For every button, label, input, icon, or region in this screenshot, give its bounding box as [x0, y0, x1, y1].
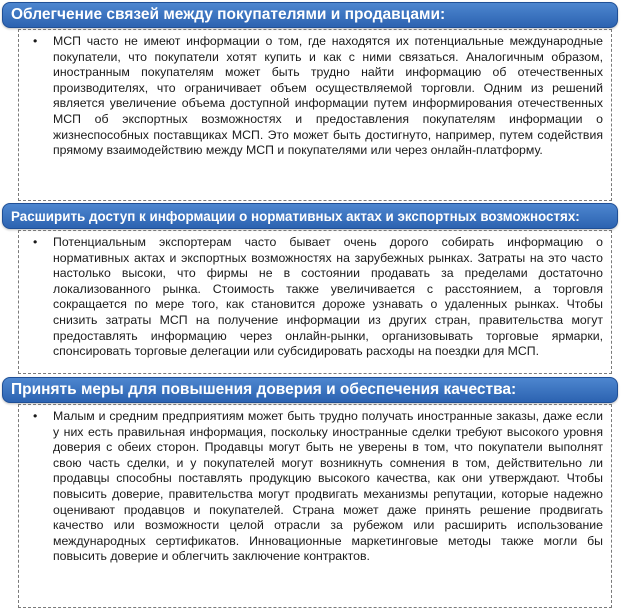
section-1-text: МСП часто не имеют информации о том, где находятся их потенциальные международные покупатели, что покупатели хотят купить и как с ними связаться. Аналогичным образом, иностранным покупателям может быть трудно найти информацию об отечественных производителях, что ограничивает объем осуществляемой торговли. Одним из решений является увеличение объема доступной информации путем информирования отечественных МСП об экспортных возможностях и предоставления покупателям информации о жизнеспособных поставщиках МСП. Это может быть достигнуто, например, путем содействия прямому взаимодействию между МСП и покупателями или через онлайн-платформу. [53, 34, 603, 158]
section-3-header [2, 377, 618, 403]
section-1-title: Облегчение связей между покупателями и продавцами: [11, 6, 446, 23]
section-3-body [18, 404, 612, 608]
section-1-header [2, 2, 618, 28]
section-1-bullet: • [33, 34, 38, 48]
section-1-body [18, 29, 612, 201]
section-3-bullet: • [33, 409, 38, 423]
section-2-body [18, 230, 612, 374]
section-2-title: Расширить доступ к информации о нормативных актах и экспортных возможностях: [11, 208, 580, 224]
section-2-text: Потенциальным экспортерам часто бывает очень дорого собирать информацию о нормативных актах и экспортных возможностях на зарубежных рынках. Затраты на это часто настолько высоки, что фирмы не в состоянии продавать за пределами достаточно локализованного рынка. Стоимость также увеличивается с расстоянием, а торговля сокращается по мере того, как становится дороже узнавать о удаленных рынках. Чтобы снизить затраты МСП на получение информации из других стран, правительства могут предоставлять информацию через онлайн-рынки, организовывать торговые ярмарки, спонсировать торговые делегации или субсидировать расходы на поездки для МСП. [53, 235, 603, 359]
section-2-header [2, 203, 618, 229]
section-3-text: Малым и средним предприятиям может быть трудно получать иностранные заказы, даже если у них есть правильная информация, поскольку иностранные сделки требуют высокого уровня доверия с обеих сторон. Продавцы могут быть не уверены в том, что покупатели выполнят свою часть сделки, и у покупателей могут возникнуть сомнения в том, действительно ли продавцы способны поставлять продукцию высокого качества, как они утверждают. Чтобы повысить доверие, правительства могут продвигать механизмы репутации, которые надежно оценивают продавцов и покупателей. Страна может даже принять решение продвигать качество или возможности целой отрасли за рубежом или расширить использование международных сертификатов. Инновационные маркетинговые методы также могли бы повысить доверие и облегчить заключение контрактов. [53, 409, 603, 564]
section-2-bullet: • [33, 235, 38, 249]
section-3-title: Принять меры для повышения доверия и обеспечения качества: [11, 381, 517, 398]
